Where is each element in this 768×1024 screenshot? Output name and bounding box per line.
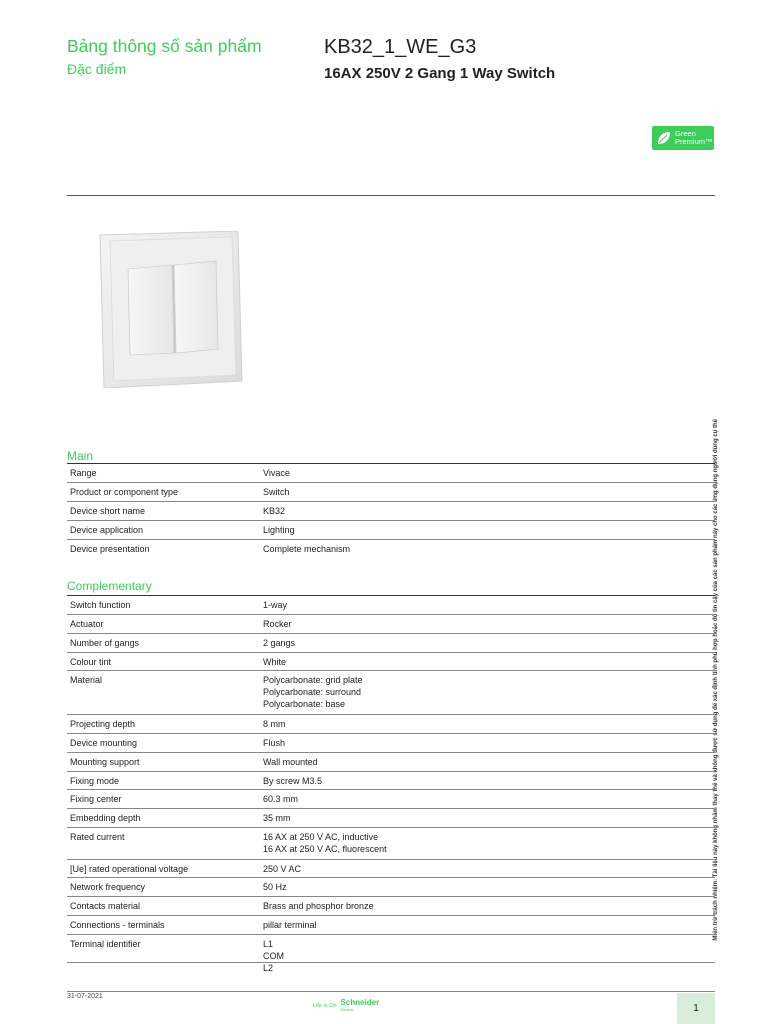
spec-value-line: Polycarbonate: grid plate	[263, 675, 363, 685]
footer-divider	[67, 991, 715, 992]
spec-value-line: 250 V AC	[263, 864, 302, 874]
spec-label: Material	[67, 671, 260, 715]
footer-tagline: Life Is On	[313, 1002, 337, 1009]
table-row	[67, 634, 715, 653]
spec-label: Mounting support	[67, 753, 260, 772]
spec-value	[260, 734, 715, 753]
spec-value	[260, 521, 715, 540]
table-row	[67, 483, 715, 502]
spec-value-line: 16 AX at 250 V AC, inductive	[263, 832, 379, 842]
spec-value-line: 1-way	[263, 600, 288, 610]
table-row	[67, 809, 715, 828]
spec-label: Number of gangs	[67, 634, 260, 653]
badge-line-1: Green	[675, 129, 696, 138]
spec-value-line: Rocker	[263, 619, 292, 629]
spec-value	[260, 828, 715, 860]
spec-value	[260, 790, 715, 809]
table-row	[67, 715, 715, 734]
spec-value-line: 35 mm	[263, 813, 291, 823]
spec-label: Embedding depth	[67, 809, 260, 828]
footer-date: 31-07-2021	[67, 993, 103, 1000]
spec-value	[260, 653, 715, 671]
spec-label: Device mounting	[67, 734, 260, 753]
spec-value	[260, 753, 715, 772]
spec-label: Terminal identifier	[67, 935, 260, 975]
spec-label: Actuator	[67, 615, 260, 634]
table-row	[67, 540, 715, 561]
spec-value	[260, 860, 715, 878]
spec-label: Connections - terminals	[67, 916, 260, 935]
spec-value	[260, 897, 715, 916]
complementary-spec-body	[67, 596, 715, 975]
spec-value-line: Brass and phosphor bronze	[263, 901, 374, 911]
spec-value	[260, 715, 715, 734]
document-subtitle: Đặc điểm	[67, 61, 127, 77]
spec-label: Device short name	[67, 502, 260, 521]
product-reference: KB32_1_WE_G3	[324, 36, 477, 58]
page-number: 1	[677, 993, 715, 1024]
complementary-spec-table	[67, 595, 715, 974]
table-row	[67, 828, 715, 860]
side-disclaimer-text: Miễn trừ trách nhiệm: Tài liệu này không nhằm thay thế và không được sử dụng để xác định tính phù hợp hoặc độ tin cậy của các sản phẩm này cho các ứng dụng người dùng cụ thể	[713, 419, 719, 941]
table-row	[67, 464, 715, 483]
product-description: 16AX 250V 2 Gang 1 Way Switch	[324, 65, 556, 82]
table-row	[67, 502, 715, 521]
spec-value-line: L2	[263, 963, 274, 973]
spec-value-line: Vivace	[263, 468, 290, 478]
spec-value-line: 16 AX at 250 V AC, fluorescent	[263, 844, 387, 854]
main-spec-table	[67, 463, 715, 560]
table-row	[67, 916, 715, 935]
spec-label: Fixing center	[67, 790, 260, 809]
spec-value-line: 60.3 mm	[263, 794, 299, 804]
spec-value	[260, 615, 715, 634]
spec-value	[260, 935, 715, 975]
table-row	[67, 772, 715, 790]
brand-sub: Electric	[340, 1007, 354, 1012]
spec-value-line: 50 Hz	[263, 882, 287, 892]
spec-value-line: KB32	[263, 506, 286, 516]
spec-label: Rated current	[67, 828, 260, 860]
spec-value-line: Complete mechanism	[263, 544, 351, 554]
spec-value	[260, 540, 715, 561]
product-image	[98, 231, 243, 388]
brand-block	[341, 999, 380, 1012]
spec-value-line: Wall mounted	[263, 757, 318, 767]
spec-value-line: Polycarbonate: surround	[263, 687, 362, 697]
spec-label: Product or component type	[67, 483, 260, 502]
spec-label: Device presentation	[67, 540, 260, 561]
main-spec-body	[67, 464, 715, 561]
spec-value-line: 8 mm	[263, 719, 286, 729]
spec-label: Fixing mode	[67, 772, 260, 790]
table-row	[67, 671, 715, 715]
spec-value-line: White	[263, 657, 287, 667]
spec-value	[260, 809, 715, 828]
spec-value-line: pillar terminal	[263, 920, 317, 930]
spec-value	[260, 916, 715, 935]
spec-label: Switch function	[67, 596, 260, 615]
badge-text	[675, 130, 713, 146]
table-row	[67, 897, 715, 916]
spec-value	[260, 772, 715, 790]
spec-label: Contacts material	[67, 897, 260, 916]
spec-value	[260, 464, 715, 483]
spec-value-line: COM	[263, 951, 284, 961]
spec-value-line: Polycarbonate: base	[263, 699, 346, 709]
table-row	[67, 790, 715, 809]
table-row	[67, 615, 715, 634]
brand-name: Schneider	[340, 998, 380, 1007]
schneider-logo	[313, 999, 379, 1012]
spec-value	[260, 596, 715, 615]
table-row	[67, 878, 715, 897]
spec-value-line: 2 gangs	[263, 638, 296, 648]
spec-label: Range	[67, 464, 260, 483]
spec-value-line: Switch	[263, 487, 290, 497]
spec-value-line: Lighting	[263, 525, 295, 535]
leaf-icon	[656, 130, 672, 146]
spec-value-line: L1	[263, 939, 274, 949]
spec-value-line: By screw M3.5	[263, 776, 323, 786]
table-row	[67, 521, 715, 540]
document-title: Bảng thông số sản phẩm	[67, 36, 262, 56]
spec-label: Projecting depth	[67, 715, 260, 734]
spec-value	[260, 634, 715, 653]
table-end-divider	[67, 962, 715, 963]
spec-value	[260, 878, 715, 897]
table-row	[67, 753, 715, 772]
table-row	[67, 860, 715, 878]
section-title-main: Main	[67, 449, 94, 463]
table-row	[67, 935, 715, 975]
spec-label: Network frequency	[67, 878, 260, 897]
spec-label: Colour tint	[67, 653, 260, 671]
table-row	[67, 734, 715, 753]
spec-value-line: Flush	[263, 738, 286, 748]
spec-value	[260, 502, 715, 521]
spec-label: [Ue] rated operational voltage	[67, 860, 260, 878]
badge-line-2: Premium™	[675, 137, 713, 146]
section-title-complementary: Complementary	[67, 579, 152, 593]
header-divider	[67, 195, 715, 196]
spec-value	[260, 671, 715, 715]
table-row	[67, 596, 715, 615]
spec-value	[260, 483, 715, 502]
spec-label: Device application	[67, 521, 260, 540]
green-premium-badge	[652, 126, 714, 150]
table-row	[67, 653, 715, 671]
